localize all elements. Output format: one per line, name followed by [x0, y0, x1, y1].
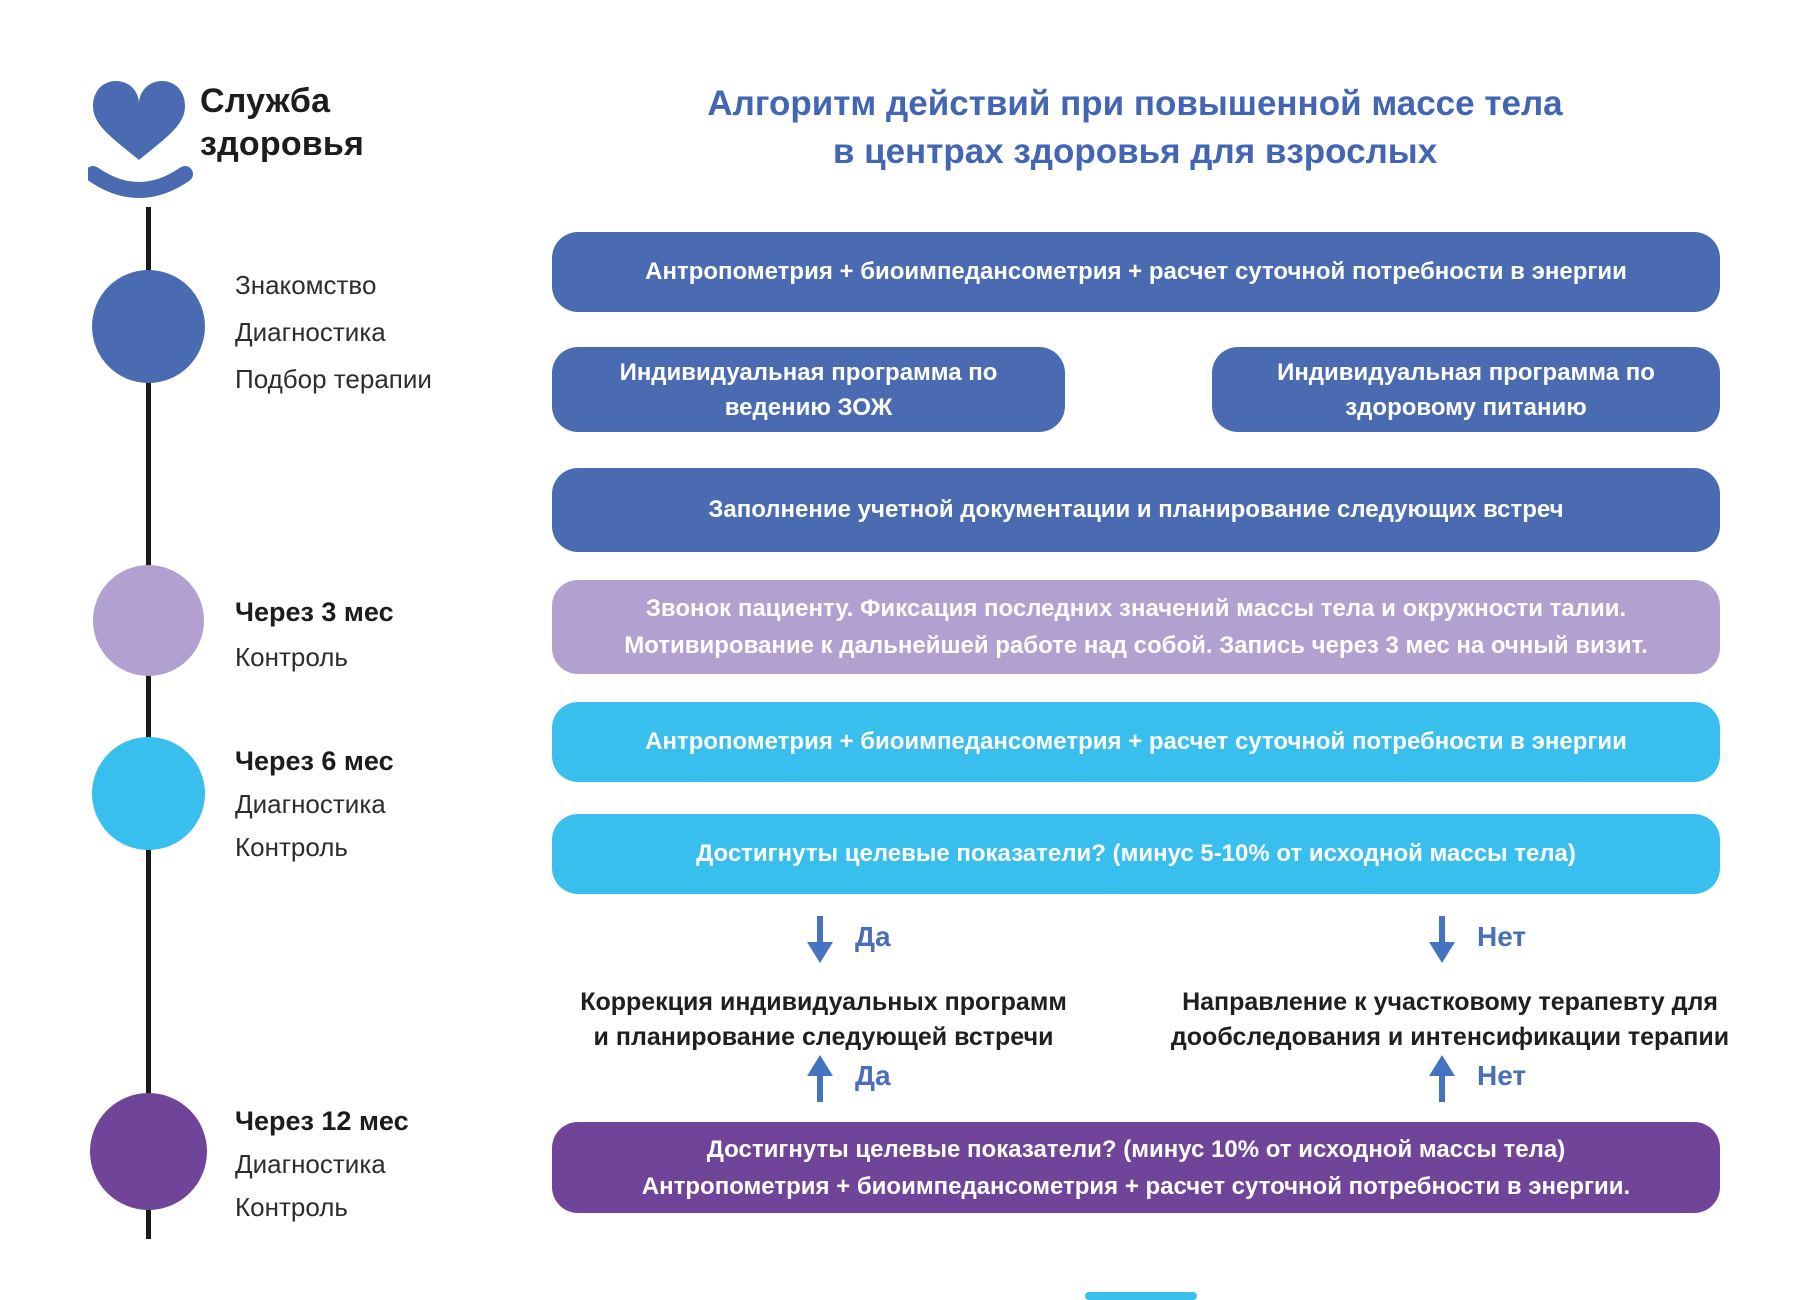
flow-box-text-line: Антропометрия + биоимпедансометрия + расчет суточной потребности в энергии.	[641, 1172, 1631, 1200]
flow-box-text-line: здоровому питанию	[1345, 393, 1587, 421]
timeline-label: Диагностика	[235, 789, 386, 819]
decision-no-label: Нет	[1477, 921, 1527, 952]
timeline-label: Контроль	[235, 642, 348, 672]
arrow-down-icon	[806, 916, 833, 963]
footer-accent-bar	[1085, 1292, 1197, 1300]
page-title-line1: Алгоритм действий при повышенной массе тела	[707, 84, 1563, 123]
timeline-label-period: Через 3 мес	[235, 597, 394, 627]
decision-yes-label: Да	[855, 921, 891, 952]
arrow-down-icon	[1428, 916, 1455, 963]
flow-box-targets-6months	[552, 814, 1720, 894]
logo-line1: Служба	[200, 82, 331, 120]
flow-box-patient-call	[552, 580, 1720, 674]
timeline-node-start	[92, 270, 205, 383]
flow-box-text: Достигнуты целевые показатели? (минус 5-10% от исходной массы тела)	[696, 840, 1576, 867]
decision-no-label: Нет	[1477, 1060, 1527, 1091]
timeline-label: Контроль	[235, 1192, 348, 1222]
flow-box-documentation	[552, 468, 1720, 552]
timeline-label: Диагностика	[235, 317, 386, 347]
flow-box-text-line: Индивидуальная программа по	[1277, 358, 1655, 386]
flow-box-text-line: Звонок пациенту. Фиксация последних значений массы тела и окружности талии.	[645, 595, 1627, 622]
timeline-node-12months	[90, 1093, 207, 1210]
outcome-line: Направление к участковому терапевту для	[1182, 988, 1718, 1016]
timeline-label: Контроль	[235, 832, 348, 862]
arrow-up-icon	[1428, 1055, 1455, 1102]
flow-box-anthropometry-1	[552, 232, 1720, 312]
page-title-line2: в центрах здоровья для взрослых	[832, 132, 1438, 171]
decision-no-down	[1428, 916, 1526, 963]
flow-box-targets-12months	[552, 1122, 1720, 1213]
outcome-line: Коррекция индивидуальных программ	[580, 988, 1067, 1016]
timeline-label-period: Через 12 мес	[235, 1106, 409, 1136]
flow-box-text-line: Мотивирование к дальнейшей работе над собой. Запись через 3 мес на очный визит.	[624, 632, 1648, 659]
decision-yes-label: Да	[855, 1060, 891, 1091]
heart-smile-icon	[88, 74, 194, 204]
timeline-labels-6months	[235, 740, 394, 869]
logo-line2: здоровья	[200, 125, 365, 163]
timeline-node-3months	[93, 565, 204, 676]
flow-box-lifestyle-program	[552, 347, 1065, 432]
flow-box-anthropometry-2	[552, 702, 1720, 782]
timeline-label: Диагностика	[235, 1149, 386, 1179]
timeline-labels-3months	[235, 590, 394, 680]
arrow-up-icon	[806, 1055, 833, 1102]
decision-yes-down	[806, 916, 891, 963]
outcome-line: и планирование следующей встречи	[593, 1023, 1054, 1051]
flow-box-nutrition-program	[1212, 347, 1720, 432]
timeline-node-6months	[92, 737, 205, 850]
timeline-label-period: Через 6 мес	[235, 746, 394, 776]
flow-box-text: Антропометрия + биоимпедансометрия + расчет суточной потребности в энергии	[645, 258, 1627, 285]
timeline-label: Подбор терапии	[235, 364, 432, 394]
flow-box-text: Заполнение учетной документации и планирование следующих встреч	[708, 496, 1564, 523]
decision-yes-up	[806, 1055, 891, 1102]
flow-box-text-line: Достигнуты целевые показатели? (минус 10% от исходной массы тела)	[706, 1135, 1566, 1163]
flow-box-text-line: ведению ЗОЖ	[724, 393, 893, 421]
timeline-label: Знакомство	[235, 270, 377, 300]
flow-box-text: Антропометрия + биоимпедансометрия + расчет суточной потребности в энергии	[645, 728, 1627, 755]
logo-wordmark	[200, 80, 364, 166]
timeline-labels-12months	[235, 1100, 409, 1229]
timeline-labels-start	[235, 262, 432, 403]
outcome-line: дообследования и интенсификации терапии	[1170, 1023, 1730, 1051]
page-title	[540, 80, 1730, 176]
outcome-no-text	[1165, 985, 1735, 1055]
outcome-yes-text	[556, 985, 1091, 1055]
flow-box-text-line: Индивидуальная программа по	[619, 358, 998, 386]
decision-no-up	[1428, 1055, 1526, 1102]
